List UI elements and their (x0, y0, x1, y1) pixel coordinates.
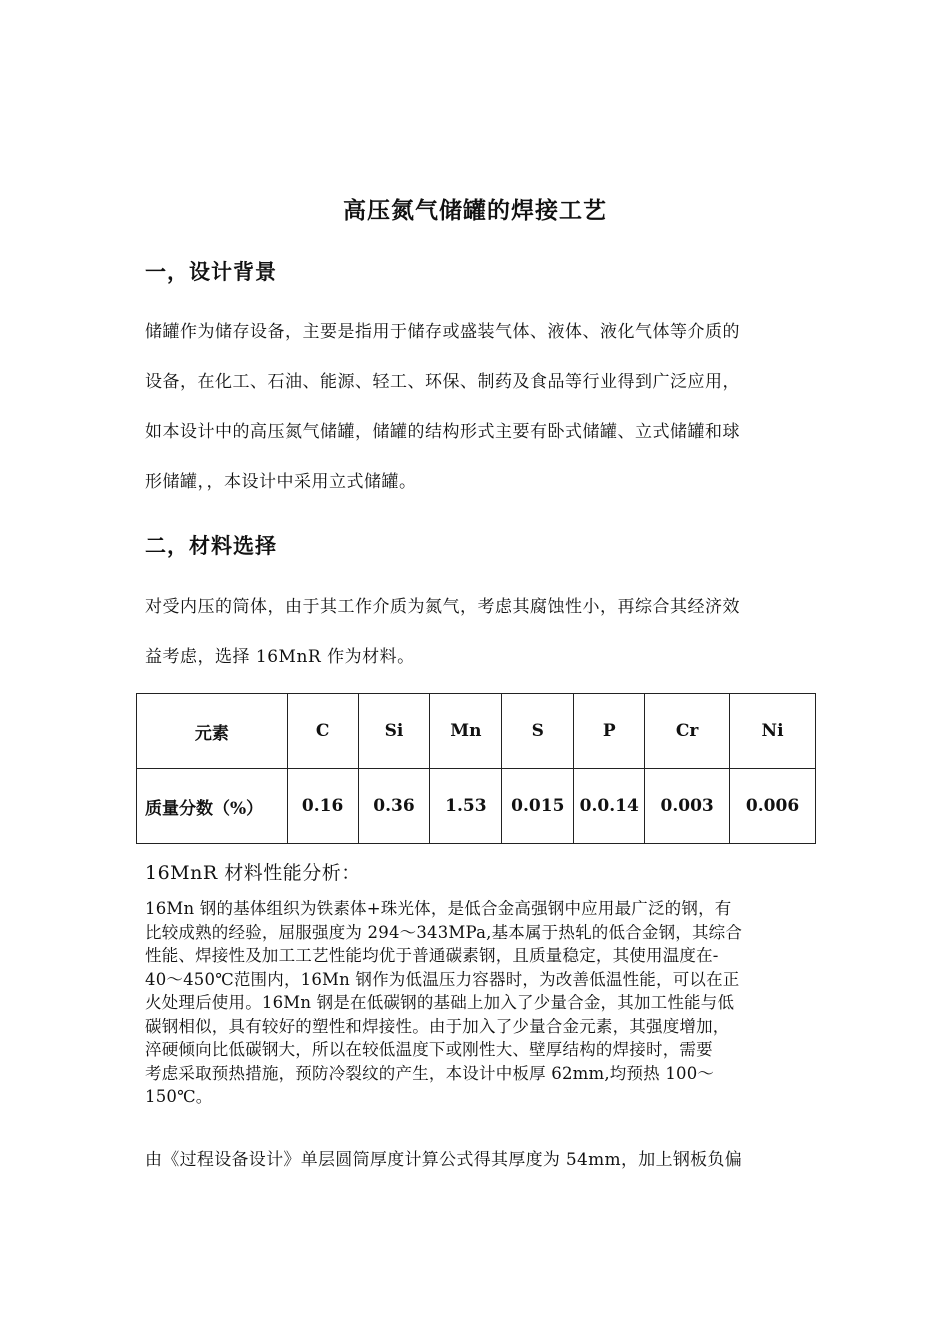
table-header-row (137, 694, 816, 769)
table-cell: 0.0.14 (574, 769, 645, 844)
section-heading-design-background: 一，设计背景 (145, 259, 277, 284)
paragraph-line: 淬硬倾向比低碳钢大，所以在较低温度下或刚性大、壁厚结构的焊接时，需要 (145, 1040, 713, 1059)
table-row (137, 769, 816, 844)
table-header-cell: C (287, 694, 358, 769)
paragraph-line: 碳钢相似，具有较好的塑性和焊接性。由于加入了少量合金元素，其强度增加， (145, 1016, 730, 1036)
composition-table (136, 693, 816, 844)
paragraph-line: 储罐作为储存设备，主要是指用于储存或盛装气体、液体、液化气体等介质的 (145, 322, 740, 342)
table-header-cell: S (502, 694, 574, 769)
design-background-paragraph (145, 320, 815, 520)
table-cell: 1.53 (430, 769, 502, 844)
table-cell: 0.006 (730, 769, 816, 844)
paragraph-line: 形储罐，，本设计中采用立式储罐。 (145, 472, 417, 492)
paragraph-line: 益考虑，选择 16MnR 作为材料。 (145, 647, 415, 667)
analysis-paragraph (145, 897, 815, 1109)
section-heading-material-selection: 二，材料选择 (145, 533, 277, 558)
analysis-subtitle: 16MnR 材料性能分析： (145, 862, 361, 884)
paragraph-line: 设备，在化工、石油、能源、轻工、环保、制药及食品等行业得到广泛应用， (145, 372, 740, 392)
table-header-cell: Cr (645, 694, 730, 769)
table-row-label: 质量分数（%） (137, 769, 288, 844)
table-cell: 0.36 (358, 769, 430, 844)
paragraph-line: 性能、焊接性及加工工艺性能均优于普通碳素钢，且质量稳定，其使用温度在- (145, 946, 719, 965)
table-header-cell: P (574, 694, 645, 769)
paragraph-line: 比较成熟的经验，屈服强度为 294～343MPa,基本属于热轧的低合金钢，其综合 (145, 922, 743, 942)
document-title: 高压氮气储罐的焊接工艺 (343, 197, 607, 224)
table-header-cell: Si (358, 694, 430, 769)
paragraph-line: 40～450℃范围内，16Mn 钢作为低温压力容器时，为改善低温性能，可以在正 (145, 969, 740, 989)
paragraph-line: 考虑采取预热措施，预防冷裂纹的产生，本设计中板厚 62mm,均预热 100～ (145, 1063, 715, 1083)
table-header-cell: 元素 (137, 694, 288, 769)
table-cell: 0.16 (287, 769, 358, 844)
thickness-paragraph: 由《过程设备设计》单层圆筒厚度计算公式得其厚度为 54mm，加上钢板负偏 (145, 1150, 743, 1170)
paragraph-line: 火处理后使用。16Mn 钢是在低碳钢的基础上加入了少量合金，其加工性能与低 (145, 993, 735, 1012)
table-header-cell: Mn (430, 694, 502, 769)
paragraph-line: 16Mn 钢的基体组织为铁素体+珠光体，是低合金高强钢中应用最广泛的钢，有 (145, 899, 732, 918)
table-cell: 0.015 (502, 769, 574, 844)
paragraph-line: 对受内压的筒体，由于其工作介质为氮气，考虑其腐蚀性小，再综合其经济效 (145, 597, 740, 617)
table-header-cell: Ni (730, 694, 816, 769)
paragraph-line: 如本设计中的高压氮气储罐，储罐的结构形式主要有卧式储罐、立式储罐和球 (145, 422, 740, 442)
table-cell: 0.003 (645, 769, 730, 844)
paragraph-line: 150℃。 (145, 1087, 213, 1106)
material-selection-paragraph (145, 595, 815, 695)
